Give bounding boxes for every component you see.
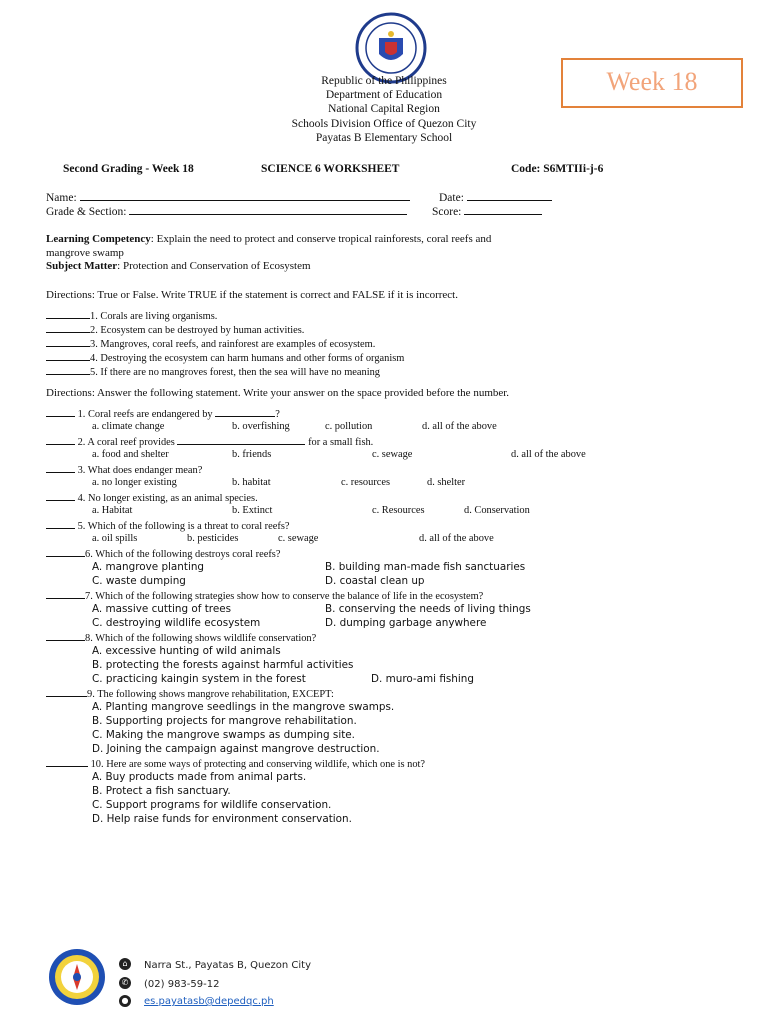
worksheet-title: SCIENCE 6 WORKSHEET (261, 163, 400, 175)
subject-matter-text: : Protection and Conservation of Ecosystem (117, 260, 311, 273)
question-text: 1. Coral reefs are endangered by (77, 409, 213, 420)
choice-b: b. pesticides (187, 533, 239, 544)
date-label: Date: (439, 192, 464, 204)
fill-blank (177, 435, 305, 445)
choice-c: c. pollution (325, 421, 373, 432)
tf-item (46, 323, 304, 336)
question-6 (46, 547, 280, 560)
footer-address: Narra St., Payatas B, Quezon City (144, 960, 312, 971)
tf-item-text: 2. Ecosystem can be destroyed by human activities. (90, 325, 305, 336)
competency-text: : Explain the need to protect and conserve tropical rainforests, coral reefs and (150, 233, 492, 245)
competency-text-2: mangrove swamp (46, 246, 124, 259)
answer-blank[interactable] (46, 337, 90, 347)
date-field-row (439, 190, 552, 204)
worksheet-code: Code: S6MTIIi-j-6 (511, 163, 604, 175)
choice-d: d. all of the above (511, 449, 586, 460)
choice-a: a. food and shelter (92, 449, 169, 460)
answer-blank[interactable] (46, 491, 75, 501)
choice-c: c. Resources (372, 505, 425, 516)
question-text: 4. No longer existing, as an animal species. (77, 493, 258, 504)
tf-item-text: 3. Mangroves, coral reefs, and rainforest are examples of ecosystem. (90, 339, 376, 350)
choice-a: A. Buy products made from animal parts. (92, 771, 307, 783)
choice-d: d. Conservation (464, 505, 530, 516)
answer-blank[interactable] (46, 351, 90, 361)
answer-blank[interactable] (46, 687, 87, 697)
choice-a: a. no longer existing (92, 477, 177, 488)
question-text: 3. What does endanger mean? (77, 465, 203, 476)
choice-b: b. Extinct (232, 505, 273, 516)
header-line-republic: Republic of the Philippines (321, 75, 447, 87)
school-header (0, 74, 768, 145)
choice-d: d. all of the above (419, 533, 494, 544)
question-text: 10. Here are some ways of protecting and conserving wildlife, which one is not? (90, 759, 426, 770)
date-field[interactable] (467, 190, 552, 201)
header-line-department: Department of Education (325, 89, 443, 102)
question-10 (46, 757, 425, 770)
choice-d: D. Help raise funds for environment conservation. (92, 813, 352, 825)
question-text: 6. Which of the following destroys coral reefs? (85, 549, 281, 560)
choice-c: c. sewage (278, 533, 319, 544)
choice-c: C. Support programs for wildlife conservation. (92, 799, 332, 811)
choice-a: a. climate change (92, 421, 165, 432)
question-text: 7. Which of the following strategies show how to conserve the balance of life in the ecosystem? (85, 591, 484, 602)
choice-c: C. Making the mangrove swamps as dumping site. (92, 729, 355, 741)
score-field-row (432, 204, 542, 218)
name-label: Name: (46, 192, 77, 204)
grade-section-field[interactable] (129, 204, 407, 215)
tf-item (46, 337, 375, 350)
multiple-choice-list (46, 407, 746, 837)
week-badge: Week 18 (561, 58, 743, 108)
question-text: 8. Which of the following shows wildlife conservation? (85, 633, 317, 644)
answer-blank[interactable] (46, 547, 85, 557)
choice-b: b. overfishing (232, 421, 290, 432)
choice-c: C. waste dumping (92, 575, 186, 587)
score-field[interactable] (464, 204, 542, 215)
name-field[interactable] (80, 190, 410, 201)
choice-b: B. Protect a fish sanctuary. (92, 785, 231, 797)
choice-a: A. massive cutting of trees (92, 603, 232, 615)
choice-c: c. resources (341, 477, 391, 488)
choice-d: d. all of the above (422, 421, 497, 432)
name-field-row (46, 190, 410, 204)
question-3 (46, 463, 202, 476)
school-logo-icon (48, 948, 106, 1006)
answer-blank[interactable] (46, 463, 75, 473)
question-9 (46, 687, 334, 700)
question-text: 9. The following shows mangrove rehabilitation, EXCEPT: (87, 689, 334, 700)
tf-item-text: 4. Destroying the ecosystem can harm humans and other forms of organism (90, 353, 405, 364)
answer-blank[interactable] (46, 519, 75, 529)
choice-b: B. protecting the forests against harmful activities (92, 659, 354, 671)
header-line-region: National Capital Region (328, 103, 440, 116)
choice-d: d. shelter (427, 477, 466, 488)
question-text-end: for a small fish. (308, 437, 374, 448)
choice-d: D. dumping garbage anywhere (325, 617, 487, 629)
choice-b: B. conserving the needs of living things (325, 603, 531, 615)
answer-blank[interactable] (46, 407, 75, 417)
choice-d: D. coastal clean up (325, 575, 425, 587)
question-4 (46, 491, 258, 504)
choice-b: b. friends (232, 449, 272, 460)
answer-blank[interactable] (46, 365, 90, 375)
tf-item-text: 5. If there are no mangroves forest, then the sea will have no meaning (90, 367, 380, 378)
choice-b: b. habitat (232, 477, 271, 488)
question-5 (46, 519, 290, 532)
competency-label: Learning Competency (46, 233, 151, 245)
question-1 (46, 407, 280, 420)
home-icon: ⌂ (119, 958, 131, 970)
grade-section-field-row (46, 204, 407, 218)
tf-item (46, 351, 404, 364)
question-8 (46, 631, 316, 644)
globe-icon: ● (119, 995, 131, 1007)
fill-blank (215, 407, 275, 417)
choice-b: B. Supporting projects for mangrove rehabilitation. (92, 715, 357, 727)
choice-c: C. practicing kaingin system in the forest (92, 673, 306, 685)
choice-b: B. building man-made fish sanctuaries (325, 561, 526, 573)
score-label: Score: (432, 206, 462, 218)
question-text-end: ? (275, 409, 280, 420)
answer-blank[interactable] (46, 323, 90, 333)
subject-matter-label: Subject Matter (46, 260, 118, 273)
answer-blank[interactable] (46, 589, 85, 599)
question-7 (46, 589, 483, 602)
answer-blank[interactable] (46, 757, 88, 767)
choice-c: C. destroying wildlife ecosystem (92, 617, 261, 629)
answer-blank[interactable] (46, 309, 90, 319)
grading-period: Second Grading - Week 18 (63, 163, 194, 175)
question-text: 5. Which of the following is a threat to coral reefs? (77, 521, 290, 532)
choice-a: A. mangrove planting (92, 561, 205, 573)
choice-a: a. oil spills (92, 533, 138, 544)
answer-blank[interactable] (46, 631, 85, 641)
footer-phone: (02) 983-59-12 (144, 979, 220, 990)
choice-d: D. muro-ami fishing (371, 673, 474, 685)
header-line-school: Payatas B Elementary School (315, 131, 453, 144)
part1-directions: Directions: True or False. Write TRUE if the statement is correct and FALSE if it is incorrect. (46, 289, 458, 301)
answer-blank[interactable] (46, 435, 75, 445)
learning-competency (46, 233, 491, 274)
tf-item (46, 365, 380, 378)
choice-a: A. Planting mangrove seedlings in the mangrove swamps. (92, 701, 395, 713)
choice-c: c. sewage (372, 449, 413, 460)
choice-a: A. excessive hunting of wild animals (92, 645, 281, 657)
choice-a: a. Habitat (92, 505, 133, 516)
footer-email-link[interactable]: es.payatasb@depedqc.ph (144, 996, 274, 1007)
grade-section-label: Grade & Section: (46, 206, 127, 218)
part2-directions: Directions: Answer the following statement. Write your answer on the space provided before the number. (46, 387, 510, 399)
question-2 (46, 435, 373, 448)
tf-item (46, 309, 217, 322)
choice-d: D. Joining the campaign against mangrove destruction. (92, 743, 380, 755)
phone-icon: ✆ (119, 977, 131, 989)
question-text: 2. A coral reef provides (77, 437, 175, 448)
header-line-division: Schools Division Office of Quezon City (291, 117, 477, 130)
tf-item-text: 1. Corals are living organisms. (90, 311, 218, 322)
school-logo (48, 948, 106, 1006)
